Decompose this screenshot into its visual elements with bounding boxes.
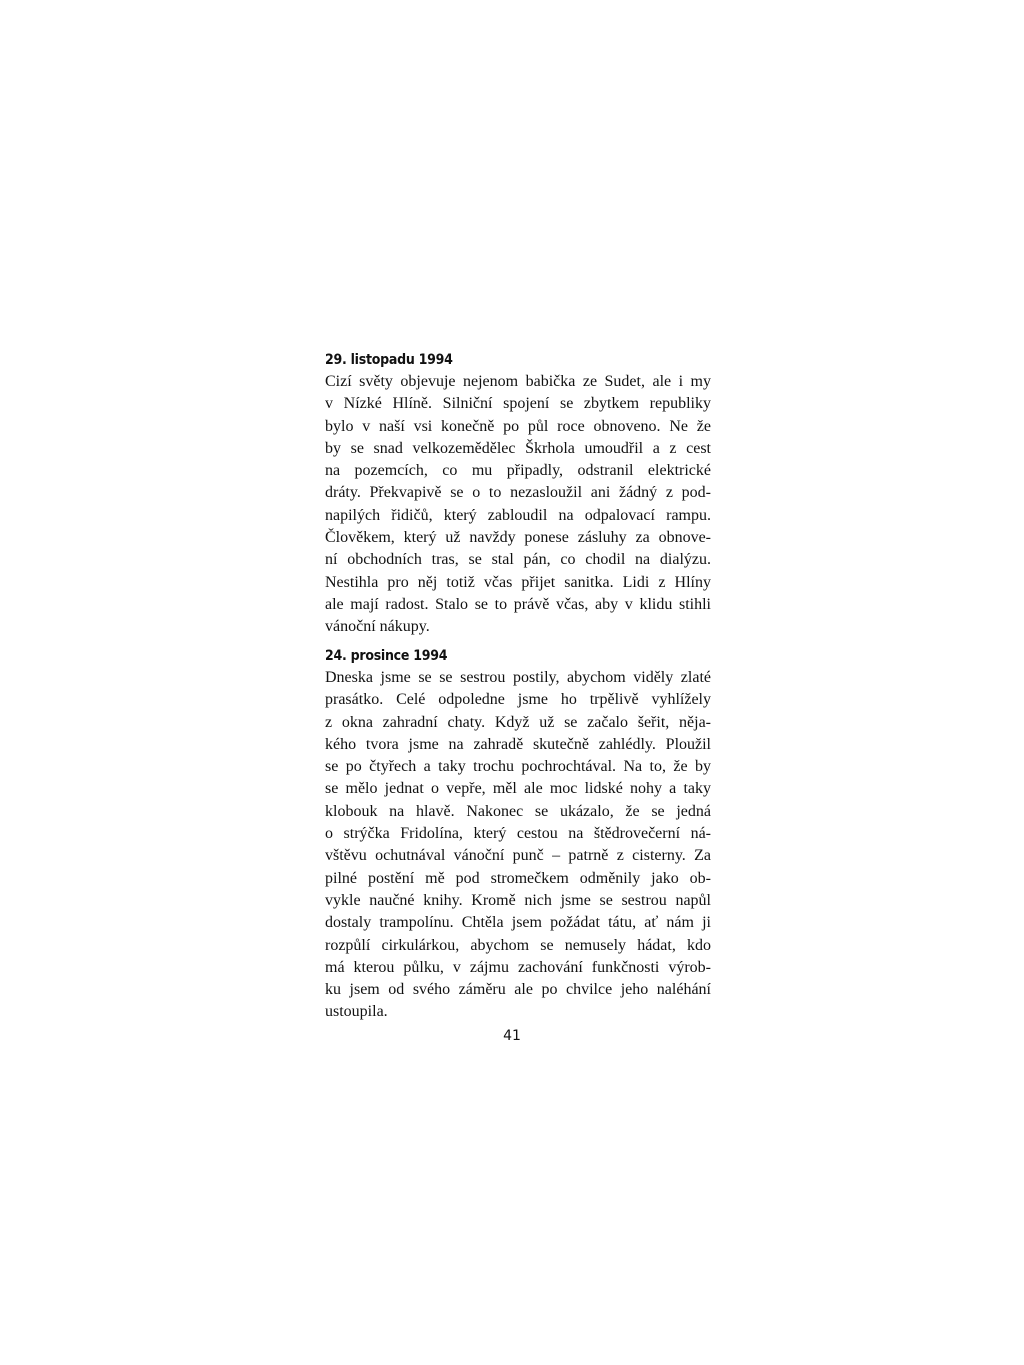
text-line: z okna zahradní chaty. Když už se začalo šeřit, něja- (325, 713, 711, 731)
text-line: dráty. Překvapivě se o to nezasloužil ani žádný z pod- (325, 484, 711, 502)
text-line: ustoupila. (325, 1003, 388, 1021)
text-line: klobouk na hlavě. Nakonec se ukázalo, že se jedná (325, 802, 711, 820)
page-number: 41 (503, 1028, 521, 1044)
text-line: napilých řidičů, který zabloudil na odpalovací rampu. (325, 506, 711, 524)
entry-date-heading: 24. prosince 1994 (325, 648, 448, 664)
text-line: kého tvora jsme na zahradě skutečně zahlédly. Ploužil (325, 735, 711, 753)
text-line: na pozemcích, co mu připadly, odstranil elektrické (325, 462, 711, 480)
text-line: ní obchodních tras, se stal pán, co chodil na dialýzu. (325, 551, 711, 569)
text-line: Cizí světy objevuje nejenom babička ze Sudet, ale i my (325, 373, 711, 390)
text-line: má kterou půlku, v zájmu zachování funkčnosti výrob- (325, 958, 711, 976)
text-line: v Nízké Hlíně. Silniční spojení se zbytkem republiky (325, 395, 711, 413)
text-line: rozpůlí cirkulárkou, abychom se nemusely hádat, kdo (325, 936, 711, 954)
text-line: o strýčka Fridolína, který cestou na štědrovečerní ná- (325, 825, 711, 843)
text-line: Dneska jsme se se sestrou postily, abychom viděly zlaté (325, 669, 711, 686)
diary-entry (325, 645, 711, 1024)
text-line: Nestihla pro něj totiž včas přijet sanitka. Lidi z Hlíny (325, 573, 711, 591)
entry-date-heading: 29. listopadu 1994 (325, 352, 453, 368)
text-line: vštěvu ochutnával vánoční punč – patrně z cisterny. Za (325, 847, 711, 865)
text-line: dostaly trampolínu. Chtěla jsem požádat tátu, ať nám ji (325, 914, 711, 932)
text-line: vánoční nákupy. (325, 618, 430, 636)
text-line: pilné postění mě pod stromečkem odměnily jako ob- (325, 869, 711, 887)
text-line: ku jsem od svého záměru ale po chvilce jeho naléhání (325, 981, 711, 999)
text-line: ale mají radost. Stalo se to právě včas, aby v klidu stihli (325, 595, 711, 613)
text-line: se po čtyřech a taky trochu pochrochtával. Na to, že by (325, 758, 711, 776)
text-line: bylo v naší vsi konečně po půl roce obnoveno. Ne že (325, 417, 711, 435)
text-line: by se snad velkozemědělec Škrhola umoudřil a z cest (325, 439, 711, 457)
text-line: se mělo jednat o vepře, měl ale moc lidské nohy a taky (325, 780, 711, 798)
diary-entry (325, 349, 711, 639)
text-line: Člověkem, který už navždy ponese zásluhy za obnove- (325, 529, 711, 547)
text-line: vykle naučné knihy. Kromě nich jsme se sestrou napůl (325, 891, 711, 909)
text-line: prasátko. Celé odpoledne jsme ho trpělivě vyhlížely (325, 691, 711, 709)
